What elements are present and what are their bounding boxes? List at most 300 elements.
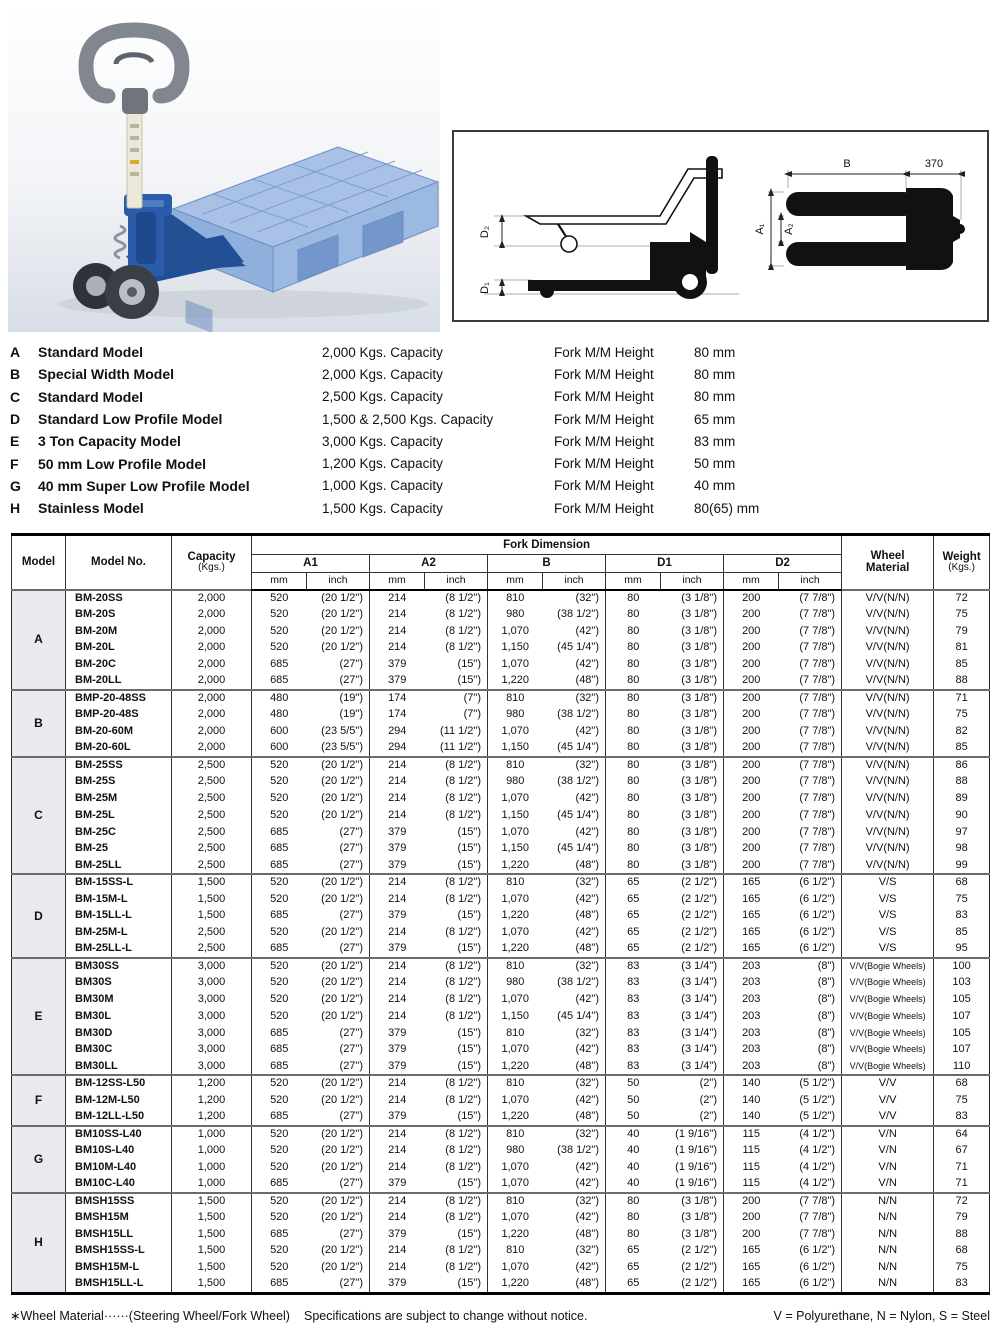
table-row [12,1276,990,1293]
table-cell: 214 [370,791,425,808]
table-cell: (7") [425,690,488,707]
table-cell: 520 [252,1142,307,1159]
table-cell: 294 [370,740,425,757]
table-cell: BMSH15M [75,1210,129,1223]
fork-height-value: 83 mm [694,433,736,449]
col-header-fork-dimension: Fork Dimension [252,535,842,555]
table-cell: (15") [457,1026,481,1039]
table-cell: (7 7/8") [799,708,836,721]
table-cell: BM30LL [75,1059,118,1072]
table-cell: 67 [934,1142,990,1159]
table-cell: (7 7/8") [799,641,836,654]
table-cell: V/N [842,1176,934,1193]
table-cell: 3,000 [172,1059,252,1076]
material-legend: V = Polyurethane, N = Nylon, S = Steel [773,1309,990,1323]
table-cell: (38 1/2") [557,1143,599,1156]
table-cell: 214 [370,1126,425,1143]
table-cell: 83 [606,958,661,975]
table-cell: (8 1/2") [425,874,488,891]
table-cell: (20 1/2") [321,993,363,1006]
model-list-row [10,497,990,519]
spec-table-header [12,535,990,590]
col-header-inch: inch [307,573,370,590]
section-letter: E [12,958,66,1075]
table-cell: 82 [934,724,990,741]
table-cell: 685 [252,1059,307,1076]
table-cell: 83 [606,992,661,1009]
table-cell: 3,000 [172,1042,252,1059]
table-cell: 200 [724,1193,779,1210]
table-cell: (8 1/2") [445,976,481,989]
table-cell: 71 [934,690,990,707]
table-cell: 1,500 [172,891,252,908]
table-cell: (27") [339,842,363,855]
table-cell: 165 [724,891,779,908]
model-list-row [10,452,990,474]
table-cell: N/N [842,1243,934,1260]
table-cell: BM-25 [75,842,109,855]
table-cell: (8") [817,976,836,989]
table-cell: (27") [339,909,363,922]
table-cell: 685 [252,673,307,690]
table-cell: 520 [252,1209,307,1226]
table-cell: (20 1/2") [321,1261,363,1274]
table-cell: (27") [339,1227,363,1240]
table-cell: 65 [606,1260,661,1277]
table-cell: V/V(N/N) [842,606,934,623]
table-cell: 1,070 [488,824,543,841]
table-cell: 480 [252,690,307,707]
table-cell: (8") [817,1059,836,1072]
model-name: Special Width Model [38,366,174,383]
table-cell: 520 [252,807,307,824]
table-cell: 72 [934,590,990,607]
table-cell: N/N [842,1226,934,1243]
table-cell: 200 [724,757,779,774]
table-row [12,958,990,975]
table-cell: 200 [724,673,779,690]
section-letter: F [12,1075,66,1125]
table-cell: V/V(N/N) [842,791,934,808]
table-cell: 95 [934,941,990,958]
dimension-diagram [452,130,989,322]
table-cell: 379 [370,1059,425,1076]
table-cell: 685 [252,1226,307,1243]
table-cell: (42") [575,993,599,1006]
table-cell: (7 7/8") [779,1193,842,1210]
table-cell: (8 1/2") [445,808,481,821]
table-cell: 2,000 [172,724,252,741]
table-cell: (20 1/2") [307,757,370,774]
table-cell: 86 [934,757,990,774]
table-cell: 200 [724,623,779,640]
col-header-mm: mm [724,573,779,590]
table-cell: 520 [252,874,307,891]
model-capacity: 1,000 Kgs. Capacity [322,478,443,494]
table-cell: BM-20SS [66,590,172,607]
table-cell: BM-15LL-L [75,909,132,922]
table-cell: (20 1/2") [321,1093,363,1106]
table-cell: BM30S [75,976,112,989]
table-cell: 200 [724,1209,779,1226]
table-cell: 2,000 [172,606,252,623]
table-cell: BM30D [75,1026,113,1039]
table-cell: (3 1/8") [681,1227,717,1240]
table-cell: 1,500 [172,1226,252,1243]
table-cell: (8 1/2") [445,926,481,939]
table-cell: 80 [606,774,661,791]
table-cell: (42") [575,725,599,738]
table-cell: (4 1/2") [799,1160,836,1173]
table-cell: (3 1/8") [681,775,717,788]
table-cell: (7 7/8") [799,808,836,821]
table-cell: (27") [339,1109,363,1122]
model-letter: D [10,411,21,428]
table-cell: (3 1/8") [681,842,717,855]
table-cell: 200 [724,640,779,657]
table-cell: (8 1/2") [425,1193,488,1210]
table-cell: (32") [543,1126,606,1143]
model-capacity: 1,500 Kgs. Capacity [322,500,443,516]
table-cell: 214 [370,925,425,942]
table-cell: (7 7/8") [799,825,836,838]
table-cell: 3,000 [172,992,252,1009]
table-cell: (3 1/4") [681,1009,717,1022]
fork-height-label: Fork M/M Height [554,500,654,516]
table-cell: 83 [934,1109,990,1126]
table-cell: (8 1/2") [445,1244,481,1257]
table-cell: N/N [842,1260,934,1277]
table-cell: BM30M [75,993,114,1006]
table-cell: 200 [724,724,779,741]
table-cell: (15") [457,1277,481,1290]
table-cell: 80 [606,791,661,808]
table-cell: 520 [252,1008,307,1025]
table-cell: (6 1/2") [779,874,842,891]
table-cell: (2 1/2") [681,926,717,939]
table-cell: 2,000 [172,707,252,724]
fork-height-value: 65 mm [694,411,736,427]
table-cell: (4 1/2") [779,1126,842,1143]
table-cell: 71 [934,1176,990,1193]
table-cell: 40 [606,1159,661,1176]
table-cell: 3,000 [172,1025,252,1042]
table-row [12,908,990,925]
table-cell: (2 1/2") [681,1244,717,1257]
table-cell: 379 [370,1276,425,1293]
table-cell: (7 7/8") [799,1210,836,1223]
table-cell: (6 1/2") [799,926,836,939]
model-letter: B [10,366,21,383]
table-cell: 85 [934,657,990,674]
table-cell: (32") [543,958,606,975]
table-row [12,1092,990,1109]
table-row [12,606,990,623]
table-cell: 80 [606,640,661,657]
table-row [12,1126,990,1143]
table-cell: (8 1/2") [445,1160,481,1173]
product-photo [8,4,440,332]
table-cell: (7 7/8") [779,590,842,607]
table-cell: 685 [252,657,307,674]
table-cell: 214 [370,590,425,607]
table-cell: (3 1/4") [681,976,717,989]
table-cell: 200 [724,707,779,724]
model-list [10,341,990,519]
table-cell: 520 [252,992,307,1009]
section-letter: A [12,590,66,691]
table-cell: (3 1/8") [681,674,717,687]
table-cell: 1,070 [488,1209,543,1226]
table-cell: 200 [724,606,779,623]
table-cell: 83 [606,975,661,992]
table-cell: 65 [606,1276,661,1293]
table-cell: (8 1/2") [445,1093,481,1106]
table-cell: BM-25M-L [75,926,128,939]
fork-height-value: 80 mm [694,344,736,360]
table-cell: 810 [488,590,543,607]
table-cell: 2,000 [172,673,252,690]
table-cell: 379 [370,841,425,858]
table-cell: V/V(N/N) [842,841,934,858]
table-cell: (45 1/4") [557,741,599,754]
table-cell: 1,220 [488,941,543,958]
table-cell: BMSH15SS [66,1193,172,1210]
model-list-row [10,386,990,408]
table-cell: 685 [252,1042,307,1059]
table-cell: 214 [370,992,425,1009]
table-cell: 1,150 [488,841,543,858]
table-cell: 80 [606,623,661,640]
table-cell: (32") [575,1026,599,1039]
side-view-diagram [454,132,754,320]
table-cell: 79 [934,1209,990,1226]
table-cell: 200 [724,858,779,875]
table-cell: (32") [543,757,606,774]
table-cell: 810 [488,1075,543,1092]
table-cell: 65 [606,908,661,925]
table-cell: (32") [543,590,606,607]
table-cell: (42") [575,1210,599,1223]
table-cell: (20 1/2") [321,624,363,637]
table-row [12,1226,990,1243]
table-cell: (20 1/2") [307,874,370,891]
table-cell: (20 1/2") [307,1193,370,1210]
table-cell: BM-25LL [75,858,122,871]
table-cell: 140 [724,1075,779,1092]
table-cell: (38 1/2") [557,775,599,788]
table-cell: 520 [252,1159,307,1176]
table-row [12,1109,990,1126]
table-cell: 75 [934,606,990,623]
table-cell: 68 [934,1075,990,1092]
table-cell: (2") [699,1093,717,1106]
table-cell: V/V(N/N) [842,807,934,824]
table-cell: (20 1/2") [321,641,363,654]
table-cell: 1,150 [488,740,543,757]
table-cell: 65 [606,941,661,958]
table-cell: (3 1/4") [681,993,717,1006]
table-cell: (27") [339,658,363,671]
table-cell: 165 [724,941,779,958]
table-row [12,1142,990,1159]
table-cell: 685 [252,941,307,958]
table-cell: BM10S-L40 [75,1143,135,1156]
table-cell: 80 [606,740,661,757]
table-cell: (2 1/2") [681,942,717,955]
table-cell: 379 [370,908,425,925]
table-cell: 1,220 [488,1276,543,1293]
table-cell: 50 [606,1075,661,1092]
table-cell: (7 7/8") [799,775,836,788]
table-cell: 520 [252,757,307,774]
table-cell: BM-12SS-L50 [66,1075,172,1092]
table-cell: 520 [252,791,307,808]
table-cell: 379 [370,1025,425,1042]
table-cell: 80 [606,606,661,623]
table-cell: 80 [606,673,661,690]
table-cell: (8 1/2") [445,775,481,788]
table-cell: (20 1/2") [321,1244,363,1257]
table-cell: 1,000 [172,1142,252,1159]
table-cell: 214 [370,757,425,774]
table-cell: (27") [339,858,363,871]
table-cell: 80 [606,707,661,724]
table-cell: (38 1/2") [557,708,599,721]
table-cell: (15") [457,1227,481,1240]
table-cell: (42") [575,792,599,805]
table-cell: (23 5/5") [321,725,363,738]
table-cell: 165 [724,874,779,891]
table-cell: 40 [606,1126,661,1143]
table-cell: BMSH15M-L [75,1261,140,1274]
table-cell: 810 [488,1025,543,1042]
table-cell: 89 [934,791,990,808]
table-cell: (15") [457,909,481,922]
table-cell: 214 [370,891,425,908]
table-cell: (8") [817,1043,836,1056]
table-cell: (42") [575,624,599,637]
table-cell: V/S [842,874,934,891]
table-cell: (42") [575,825,599,838]
table-cell: (45 1/4") [557,641,599,654]
model-name: Standard Model [38,388,144,405]
col-header-model: Model [12,535,66,590]
table-cell: (3 1/8") [681,858,717,871]
table-cell: 2,500 [172,824,252,841]
table-cell: (42") [575,926,599,939]
table-cell: (20 1/2") [321,976,363,989]
table-cell: 79 [934,623,990,640]
table-cell: 75 [934,891,990,908]
table-cell: BM-20C [75,658,116,671]
model-name: Standard Low Profile Model [38,411,223,428]
table-cell: 200 [724,690,779,707]
table-cell: 379 [370,673,425,690]
col-header-inch: inch [779,573,842,590]
table-cell: (42") [575,1043,599,1056]
table-cell: 520 [252,891,307,908]
table-cell: 685 [252,1109,307,1126]
table-cell: 1,070 [488,925,543,942]
table-cell: 65 [606,891,661,908]
table-cell: 200 [724,657,779,674]
table-cell: 165 [724,1243,779,1260]
table-cell: 2,500 [172,774,252,791]
table-cell: 1,220 [488,673,543,690]
table-row [12,623,990,640]
table-row [12,1193,990,1210]
table-cell: 2,500 [172,791,252,808]
table-cell: 203 [724,992,779,1009]
table-cell: V/V(N/N) [842,774,934,791]
table-cell: V/V [842,1109,934,1126]
table-cell: 83 [606,1059,661,1076]
col-header-mm: mm [252,573,307,590]
table-cell: (8 1/2") [445,1143,481,1156]
table-cell: 214 [370,874,425,891]
model-letter: G [10,477,21,494]
table-cell: 1,150 [488,807,543,824]
table-cell: 50 [606,1092,661,1109]
table-row [12,673,990,690]
table-cell: 520 [252,606,307,623]
table-row [12,807,990,824]
table-row [12,941,990,958]
table-cell: 105 [934,1025,990,1042]
table-cell: V/V(Bogie Wheels) [842,1008,934,1025]
table-cell: 810 [488,1126,543,1143]
table-cell: (32") [543,874,606,891]
table-cell: N/N [842,1276,934,1293]
table-cell: V/V(Bogie Wheels) [842,1042,934,1059]
table-cell: 75 [934,707,990,724]
table-cell: 600 [252,740,307,757]
table-cell: (48") [575,1109,599,1122]
model-capacity: 3,000 Kgs. Capacity [322,433,443,449]
table-cell: 1,070 [488,992,543,1009]
table-cell: (27") [339,674,363,687]
table-cell: 1,000 [172,1126,252,1143]
table-cell: (20 1/2") [321,792,363,805]
model-letter: A [10,344,21,361]
table-cell: (19") [339,708,363,721]
table-cell: BM10M-L40 [75,1160,137,1173]
table-cell: 1,070 [488,891,543,908]
table-cell: (48") [575,1227,599,1240]
table-cell: (7 7/8") [799,858,836,871]
table-cell: V/V(N/N) [842,673,934,690]
wheel-label-1: Wheel [870,550,905,563]
table-cell: 140 [724,1109,779,1126]
table-cell: (2 1/2") [681,1277,717,1290]
table-cell: V/V(N/N) [842,640,934,657]
table-cell: (27") [339,1026,363,1039]
table-cell: (5 1/2") [799,1093,836,1106]
table-cell: 379 [370,1176,425,1193]
table-cell: 1,150 [488,640,543,657]
table-cell: 2,500 [172,858,252,875]
table-cell: 2,000 [172,590,252,607]
table-cell: BMP-20-48SS [66,690,172,707]
table-cell: 2,000 [172,623,252,640]
table-cell: 520 [252,1126,307,1143]
table-cell: 520 [252,925,307,942]
table-cell: BM-25L [75,808,115,821]
table-cell: (7 7/8") [779,757,842,774]
table-cell: (1 9/16") [675,1160,717,1173]
model-capacity: 2,000 Kgs. Capacity [322,344,443,360]
